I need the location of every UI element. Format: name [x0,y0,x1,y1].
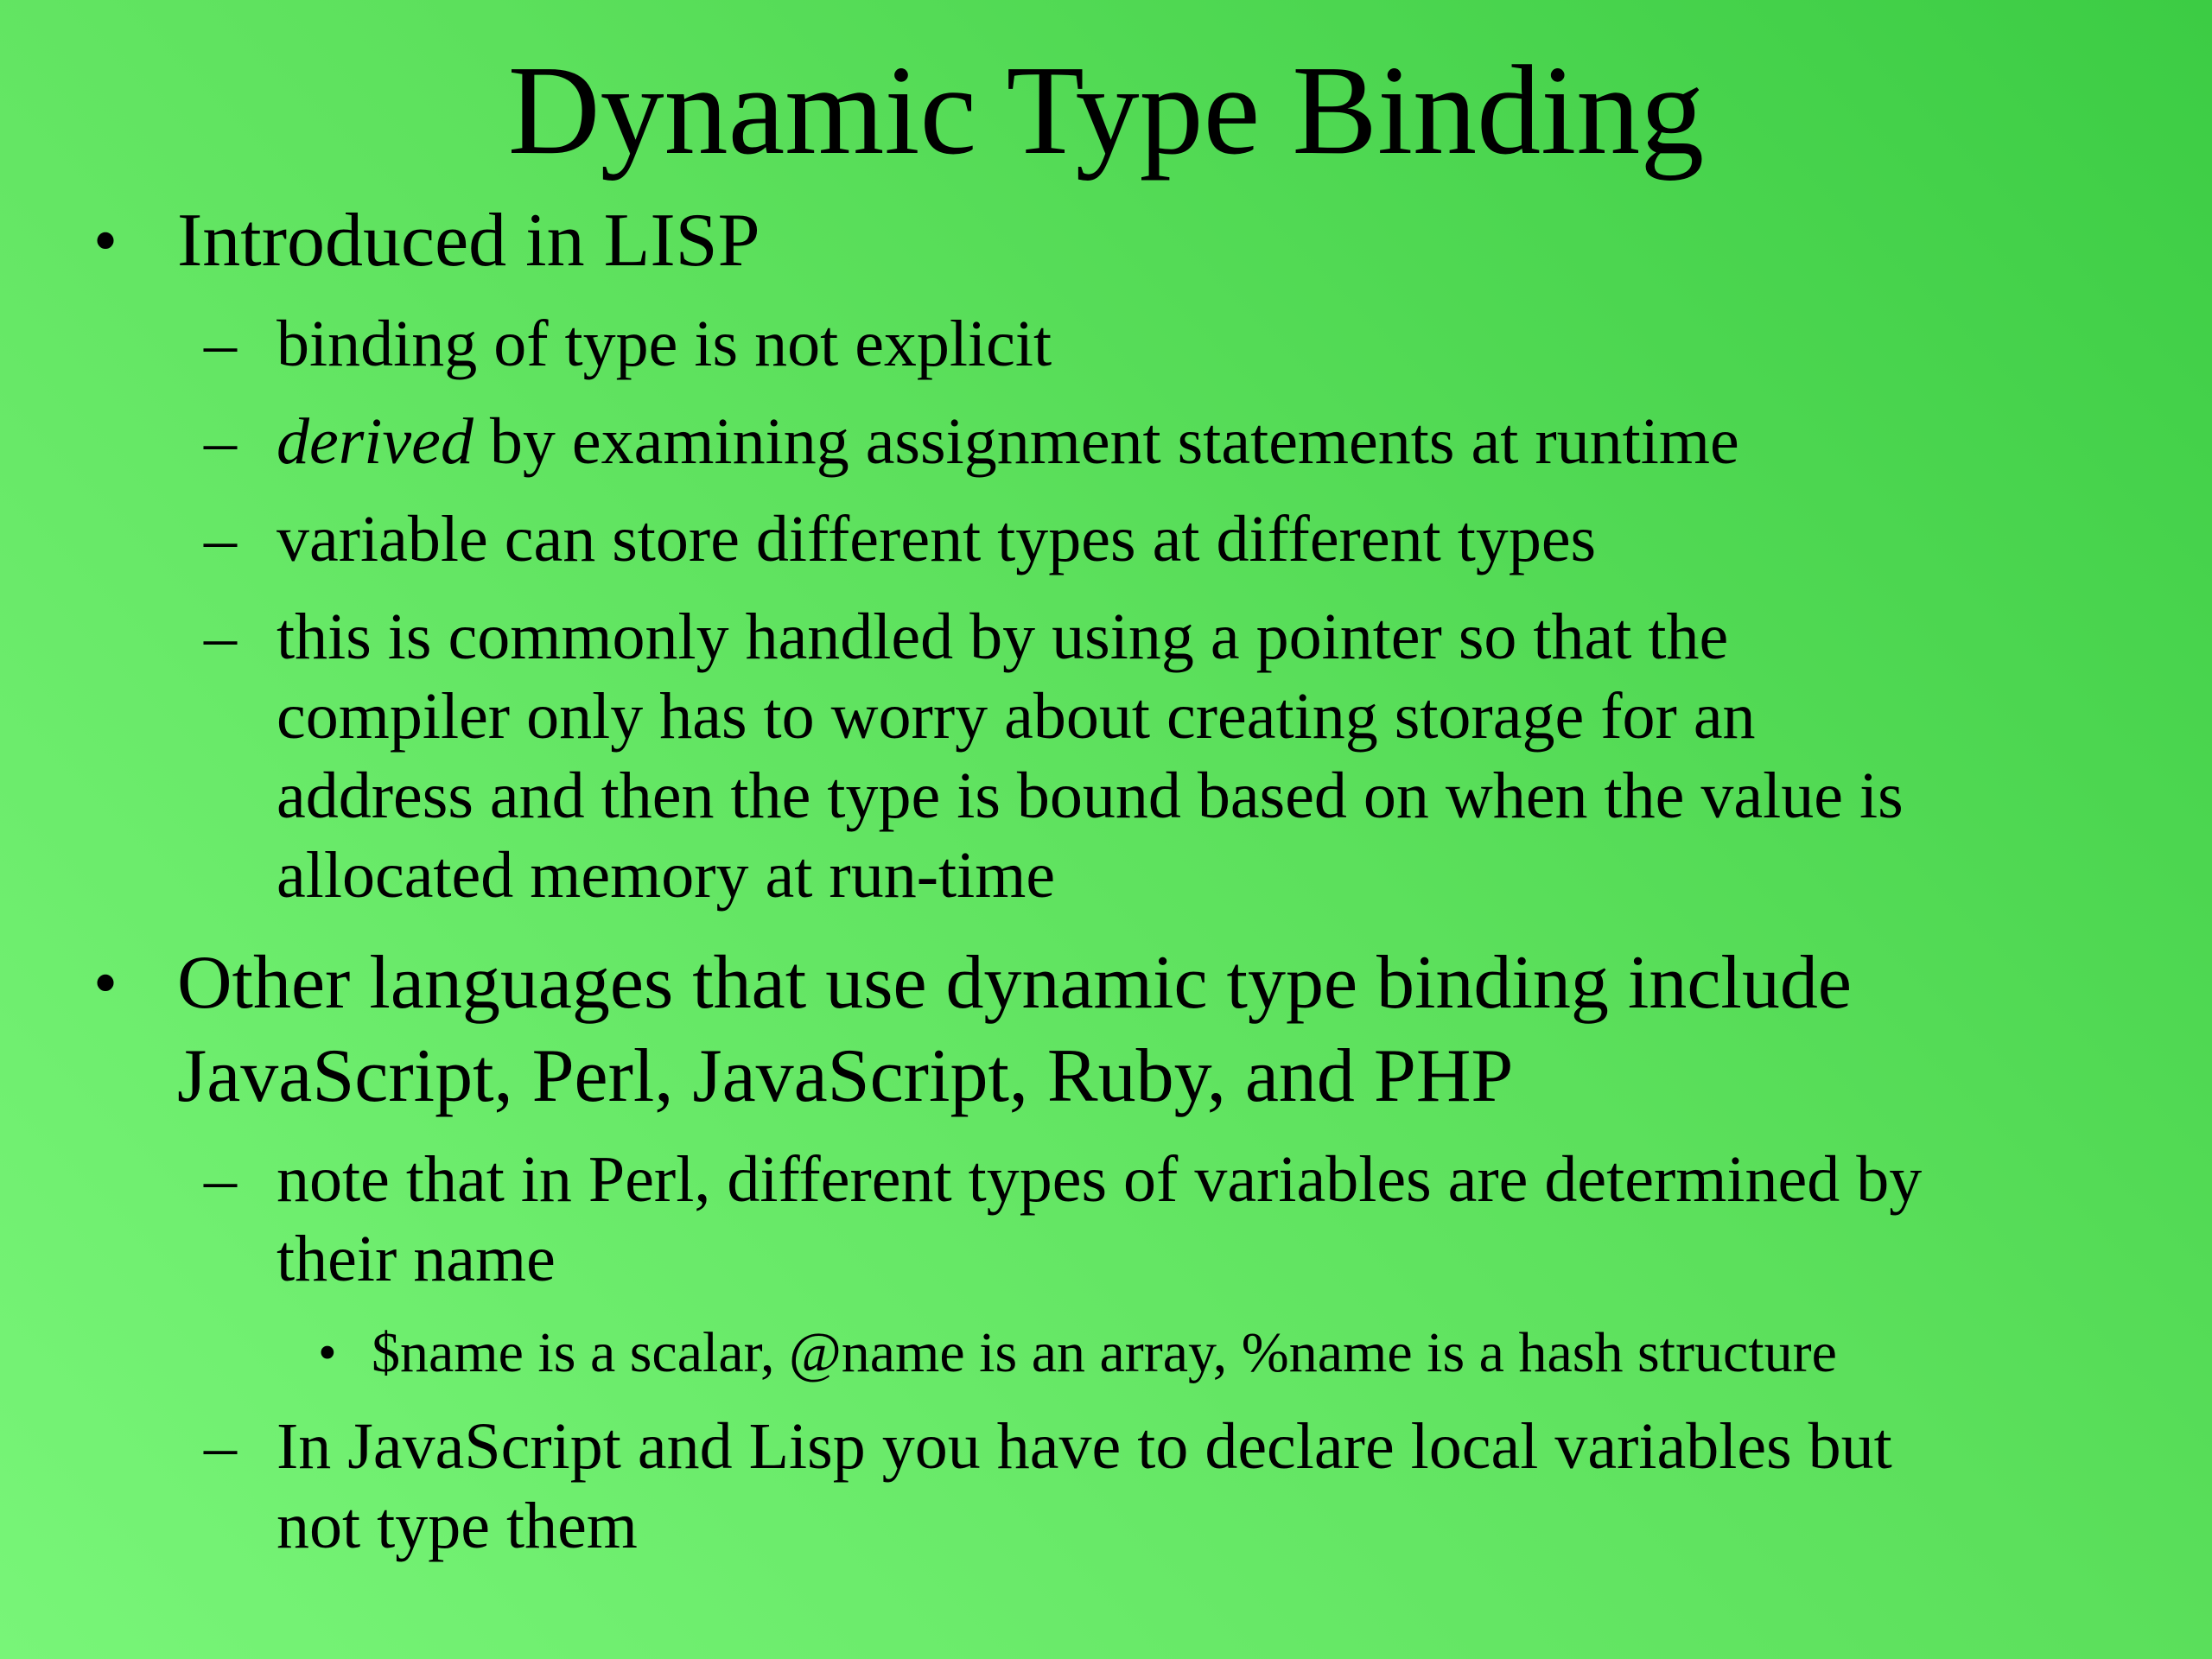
slide-title: Dynamic Type Binding [507,40,1705,181]
dash-marker: – [204,308,237,380]
sub-item-text-line: compiler only has to worry about creating storage for an [276,680,1756,753]
dash-marker: – [204,1410,237,1483]
sub-item-text: binding of type is not explicit [276,308,1052,380]
sub-item-text-line: this is commonly handled by using a pointer so that the [276,601,1729,673]
sub-item-text-line: allocated memory at run-time [276,839,1056,912]
bullet-text-line: Other languages that use dynamic type binding include [177,941,1852,1025]
sub-item-text-line: their name [276,1223,556,1295]
dash-marker: – [204,601,237,673]
sub-item-text-line: note that in Perl, different types of variables are determined by [276,1143,1923,1216]
sub-item-rest-text: by examining assignment statements at runtime [473,405,1739,478]
dash-marker: – [204,503,237,575]
emphasis-text: derived [276,405,474,478]
sub-item-text-line: address and then the type is bound based on when the value is [276,760,1904,832]
bullet-text-line: JavaScript, Perl, JavaScript, Ruby, and PHP [177,1034,1514,1118]
sub-sub-item-text: $name is a scalar, @name is an array, %name is a hash structure [372,1321,1837,1384]
sub-item-text [276,402,1739,481]
sub-item-text: variable can store different types at different types [276,503,1597,575]
bullet-marker: • [93,203,118,279]
bullet-marker: • [93,945,118,1021]
bullet-marker: • [318,1324,337,1382]
dash-marker: – [204,405,237,478]
dash-marker: – [204,1143,237,1216]
bullet-text: Introduced in LISP [177,199,760,283]
sub-item-text-line: not type them [276,1490,638,1562]
sub-item-text-line: In JavaScript and Lisp you have to declare local variables but [276,1410,1892,1483]
